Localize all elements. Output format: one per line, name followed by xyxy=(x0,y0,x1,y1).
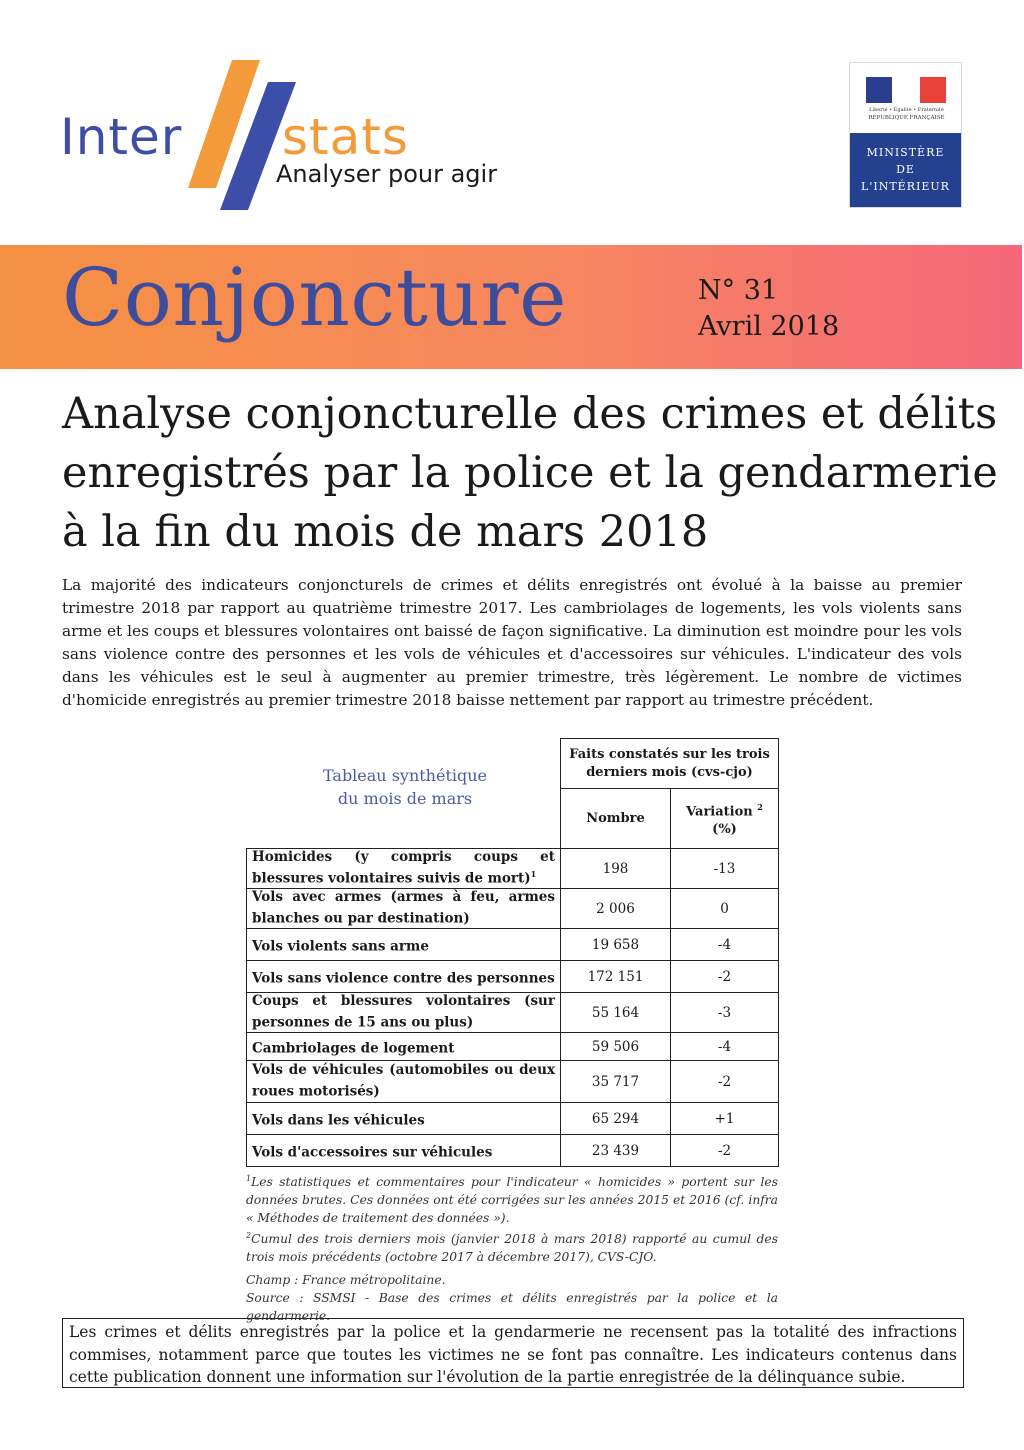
table-row xyxy=(247,929,779,961)
table-group-header: Faits constatés sur les trois derniers mois (cvs-cjo) xyxy=(561,739,779,789)
table-row xyxy=(247,849,779,889)
row-variation: -2 xyxy=(671,1061,779,1103)
row-label-text: Vols de véhicules (automobiles ou deux roues motorisés) xyxy=(252,1062,555,1100)
table-row xyxy=(247,993,779,1033)
table-caption-line2: du mois de mars xyxy=(337,789,473,808)
marianne-flag-icon xyxy=(866,77,946,103)
logo-name-left: Inter xyxy=(60,108,183,166)
row-number: 19 658 xyxy=(561,929,671,961)
row-label-text: Vols violents sans arme xyxy=(252,938,429,955)
row-variation: -3 xyxy=(671,993,779,1033)
row-label xyxy=(247,961,561,993)
ministry-logo xyxy=(849,62,962,208)
row-variation: -4 xyxy=(671,929,779,961)
row-number: 172 151 xyxy=(561,961,671,993)
row-label xyxy=(247,889,561,929)
variation-label: Variation xyxy=(686,804,753,820)
source-note: Source : SSMSI - Base des crimes et délits enregistrés par la police et la gendarmerie. xyxy=(246,1291,778,1324)
row-label xyxy=(247,849,561,889)
row-variation: -4 xyxy=(671,1033,779,1061)
row-variation: +1 xyxy=(671,1103,779,1135)
intro-paragraph: La majorité des indicateurs conjoncturels de crimes et délits enregistrés ont évolué à la baisse au premier trimestre 2018 par rapport au quatrième trimestre 2017. Les cambriolages de logements, les vols violents sans arme et les coups et blessures volontaires ont baissé de façon significative. La diminution est moindre pour les vols sans violence contre des personnes et les vols de véhicules et d'accessoires sur véhicules. L'indicateur des vols dans les véhicules est le seul à augmenter au premier trimestre, très légèrement. Le nombre de victimes d'homicide enregistrés au premier trimestre 2018 baisse nettement par rapport au trimestre précédent. xyxy=(62,576,962,709)
row-label-text: Coups et blessures volontaires (sur personnes de 15 ans ou plus) xyxy=(252,993,555,1031)
table-row xyxy=(247,961,779,993)
column-header-number: Nombre xyxy=(561,789,671,849)
ministry-republic: RÉPUBLIQUE FRANÇAISE xyxy=(868,115,945,121)
row-number: 65 294 xyxy=(561,1103,671,1135)
row-label xyxy=(247,993,561,1033)
row-label-text: Vols sans violence contre des personnes xyxy=(252,970,555,987)
variation-footnote-mark: 2 xyxy=(757,801,763,812)
ministry-motto: Liberté • Égalité • Fraternité xyxy=(869,107,944,113)
table-row xyxy=(247,1061,779,1103)
row-variation: 0 xyxy=(671,889,779,929)
row-number: 2 006 xyxy=(561,889,671,929)
row-label xyxy=(247,929,561,961)
row-variation: -13 xyxy=(671,849,779,889)
logo-tagline: Analyser pour agir xyxy=(276,160,498,188)
row-number: 59 506 xyxy=(561,1033,671,1061)
row-label-text: Vols avec armes (armes à feu, armes blanches ou par destination) xyxy=(252,889,555,927)
table-row xyxy=(247,1135,779,1167)
row-number: 23 439 xyxy=(561,1135,671,1167)
logo-name-right: stats xyxy=(282,108,409,166)
ministry-line3: L'INTÉRIEUR xyxy=(861,180,950,193)
ministry-name xyxy=(850,133,961,207)
column-header-variation xyxy=(671,789,779,849)
disclaimer-box: Les crimes et délits enregistrés par la police et la gendarmerie ne recensent pas la totalité des infractions commises, notamment parce que toutes les victimes ne se font pas connaître. Les indicateurs contenus dans cette publication donnent une information sur l'évolution de la partie enregistrée de la délinquance subie. xyxy=(62,1318,964,1388)
headline-line3: à la fin du mois de mars 2018 xyxy=(62,507,709,557)
footnote-1-text: Les statistiques et commentaires pour l'indicateur « homicides » portent sur les données brutes. Ces données ont été corrigées sur les années 2015 et 2016 (cf. infra « Méthodes de traitement des données »). xyxy=(246,1175,778,1226)
row-label-text: Cambriolages de logement xyxy=(252,1040,455,1057)
table-row xyxy=(247,889,779,929)
row-number: 55 164 xyxy=(561,993,671,1033)
summary-table xyxy=(246,738,779,1167)
scope-note: Champ : France métropolitaine. xyxy=(246,1273,446,1288)
headline-line2: enregistrés par la police et la gendarmerie xyxy=(62,448,998,498)
footnote-2 xyxy=(246,1227,778,1266)
row-number: 35 717 xyxy=(561,1061,671,1103)
footnote-1-mark: 1 xyxy=(246,1174,252,1183)
table-footnotes xyxy=(246,1170,778,1325)
row-variation: -2 xyxy=(671,1135,779,1167)
row-label-text: Vols d'accessoires sur véhicules xyxy=(252,1144,493,1161)
row-label xyxy=(247,1135,561,1167)
row-number: 198 xyxy=(561,849,671,889)
row-label xyxy=(247,1061,561,1103)
row-label xyxy=(247,1103,561,1135)
publication-title: Conjoncture xyxy=(62,251,567,344)
title-banner xyxy=(0,245,1022,369)
ministry-line2: DE xyxy=(896,163,915,176)
headline-line1: Analyse conjoncturelle des crimes et délits xyxy=(62,389,998,439)
row-variation: -2 xyxy=(671,961,779,993)
issue-date: Avril 2018 xyxy=(698,311,840,342)
table-caption-line1: Tableau synthétique xyxy=(322,766,488,785)
footnote-2-mark: 2 xyxy=(246,1231,252,1241)
row-label xyxy=(247,1033,561,1061)
page-headline xyxy=(62,385,998,562)
ministry-line1: MINISTÈRE xyxy=(866,146,945,159)
footnote-1 xyxy=(246,1170,778,1227)
issue-number: N° 31 xyxy=(698,275,779,306)
row-footnote-mark: 1 xyxy=(530,869,537,880)
table-row xyxy=(247,1103,779,1135)
footnote-2-text: Cumul des trois derniers mois (janvier 2018 à mars 2018) rapporté au cumul des trois mois précédents (octobre 2017 à décembre 2017), CVS-CJO. xyxy=(246,1232,778,1265)
table-row xyxy=(247,1033,779,1061)
interstats-logo xyxy=(58,60,518,220)
variation-unit: (%) xyxy=(712,822,737,838)
row-label-text: Homicides (y compris coups et blessures volontaires suivis de mort) xyxy=(252,849,555,887)
table-body xyxy=(247,849,779,1167)
row-label-text: Vols dans les véhicules xyxy=(252,1112,425,1129)
